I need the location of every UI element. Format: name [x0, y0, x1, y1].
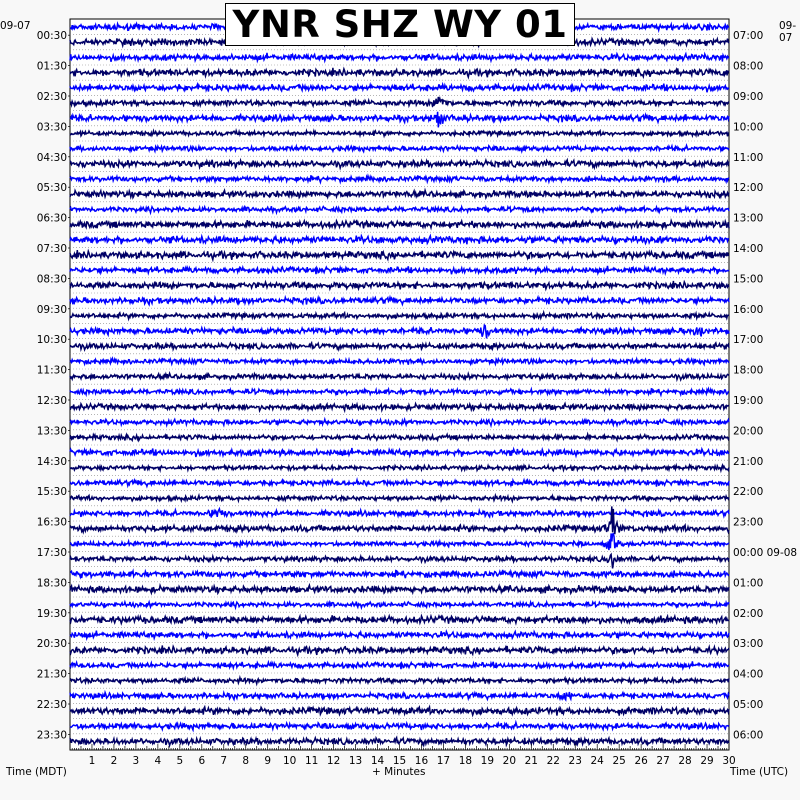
left-row-label: 05:30 [36, 182, 67, 195]
x-tick-label: 23 [568, 755, 582, 767]
left-row-label: 20:30 [36, 638, 67, 651]
right-axis-label: Time (UTC) [730, 766, 789, 778]
x-axis-label: + Minutes [372, 766, 426, 778]
x-tick-label: 6 [198, 755, 206, 767]
x-tick-label: 15 [392, 755, 407, 767]
left-row-label: 06:30 [36, 212, 67, 225]
left-row-label: 18:30 [36, 577, 67, 590]
x-tick-label: 8 [242, 755, 250, 767]
x-tick-label: 4 [154, 755, 162, 767]
right-row-label: 12:00 [733, 182, 764, 195]
left-row-label: 16:30 [36, 516, 67, 529]
x-tick-label: 30 [722, 755, 736, 767]
x-tick-label: 29 [700, 755, 714, 767]
x-tick-label: 28 [678, 755, 692, 767]
left-row-label: 22:30 [36, 699, 67, 711]
chart-title: YNR SHZ WY 01 [225, 3, 575, 46]
right-row-label: 19:00 [733, 395, 764, 407]
left-row-label: 02:30 [36, 91, 67, 103]
right-row-label: 06:00 [733, 729, 764, 742]
right-row-label: 01:00 [733, 577, 764, 590]
x-tick-label: 18 [458, 755, 473, 767]
right-row-label: 18:00 [733, 364, 764, 377]
left-start-date: 09-07 [0, 20, 31, 32]
x-tick-label: 14 [370, 755, 385, 767]
right-start-date: 09-07 [779, 20, 797, 44]
left-row-label: 11:30 [36, 364, 67, 377]
left-row-label: 01:30 [36, 60, 67, 73]
right-time-labels [733, 30, 797, 741]
left-row-label: 00:30 [36, 30, 67, 43]
left-row-label: 12:30 [36, 395, 67, 407]
right-row-label: 21:00 [733, 455, 764, 468]
right-row-label: 03:00 [733, 638, 764, 651]
right-row-label: 23:00 [733, 516, 764, 529]
left-time-labels [37, 30, 70, 741]
left-row-label: 04:30 [36, 151, 67, 164]
x-tick-label: 16 [414, 755, 429, 767]
right-row-label: 00:00 09-08 [733, 547, 798, 559]
right-row-label: 08:00 [733, 60, 764, 73]
right-row-label: 04:00 [733, 668, 764, 681]
left-row-label: 09:30 [36, 303, 67, 316]
x-tick-label: 7 [220, 755, 228, 767]
x-tick-label: 5 [176, 755, 184, 767]
right-row-label: 13:00 [733, 212, 764, 225]
right-row-label: 10:00 [733, 121, 764, 134]
x-tick-label: 10 [282, 755, 297, 767]
x-tick-label: 9 [264, 755, 272, 767]
x-tick-label: 21 [524, 755, 538, 767]
x-tick-label: 24 [590, 755, 604, 767]
left-row-label: 23:30 [36, 729, 67, 742]
left-row-label: 13:30 [36, 425, 67, 438]
right-row-label: 20:00 [733, 425, 764, 438]
x-tick-label: 20 [502, 755, 517, 767]
x-tick-label: 19 [480, 755, 495, 767]
x-tick-label: 3 [132, 755, 140, 767]
x-tick-label: 13 [348, 755, 363, 767]
left-row-label: 07:30 [36, 243, 67, 255]
x-tick-label: 17 [436, 755, 451, 767]
x-tick-label: 12 [326, 755, 341, 767]
right-row-label: 05:00 [733, 699, 764, 711]
x-tick-label: 26 [634, 755, 648, 767]
x-tick-label: 25 [612, 755, 626, 767]
x-tick-label: 11 [304, 755, 319, 767]
left-row-label: 14:30 [36, 455, 67, 468]
left-axis-label: Time (MDT) [6, 766, 67, 778]
x-tick-label: 2 [110, 755, 118, 767]
left-row-label: 10:30 [36, 334, 67, 347]
left-row-label: 21:30 [36, 668, 67, 681]
right-row-label: 16:00 [733, 303, 764, 316]
left-row-label: 17:30 [36, 547, 67, 559]
x-tick-label: 1 [88, 755, 96, 767]
right-row-label: 11:00 [733, 151, 764, 164]
x-tick-label: 27 [656, 755, 670, 767]
right-row-label: 14:00 [733, 243, 764, 255]
left-row-label: 08:30 [36, 273, 67, 286]
plot-frame [70, 19, 729, 750]
right-row-label: 22:00 [733, 486, 764, 499]
right-row-label: 17:00 [733, 334, 764, 347]
right-row-label: 15:00 [733, 273, 764, 286]
right-row-label: 07:00 [733, 30, 764, 43]
x-tick-label: 22 [546, 755, 560, 767]
left-row-label: 19:30 [36, 607, 67, 620]
left-row-label: 03:30 [36, 121, 67, 134]
right-row-label: 09:00 [733, 91, 764, 103]
right-row-label: 02:00 [733, 607, 764, 620]
left-row-label: 15:30 [36, 486, 67, 499]
